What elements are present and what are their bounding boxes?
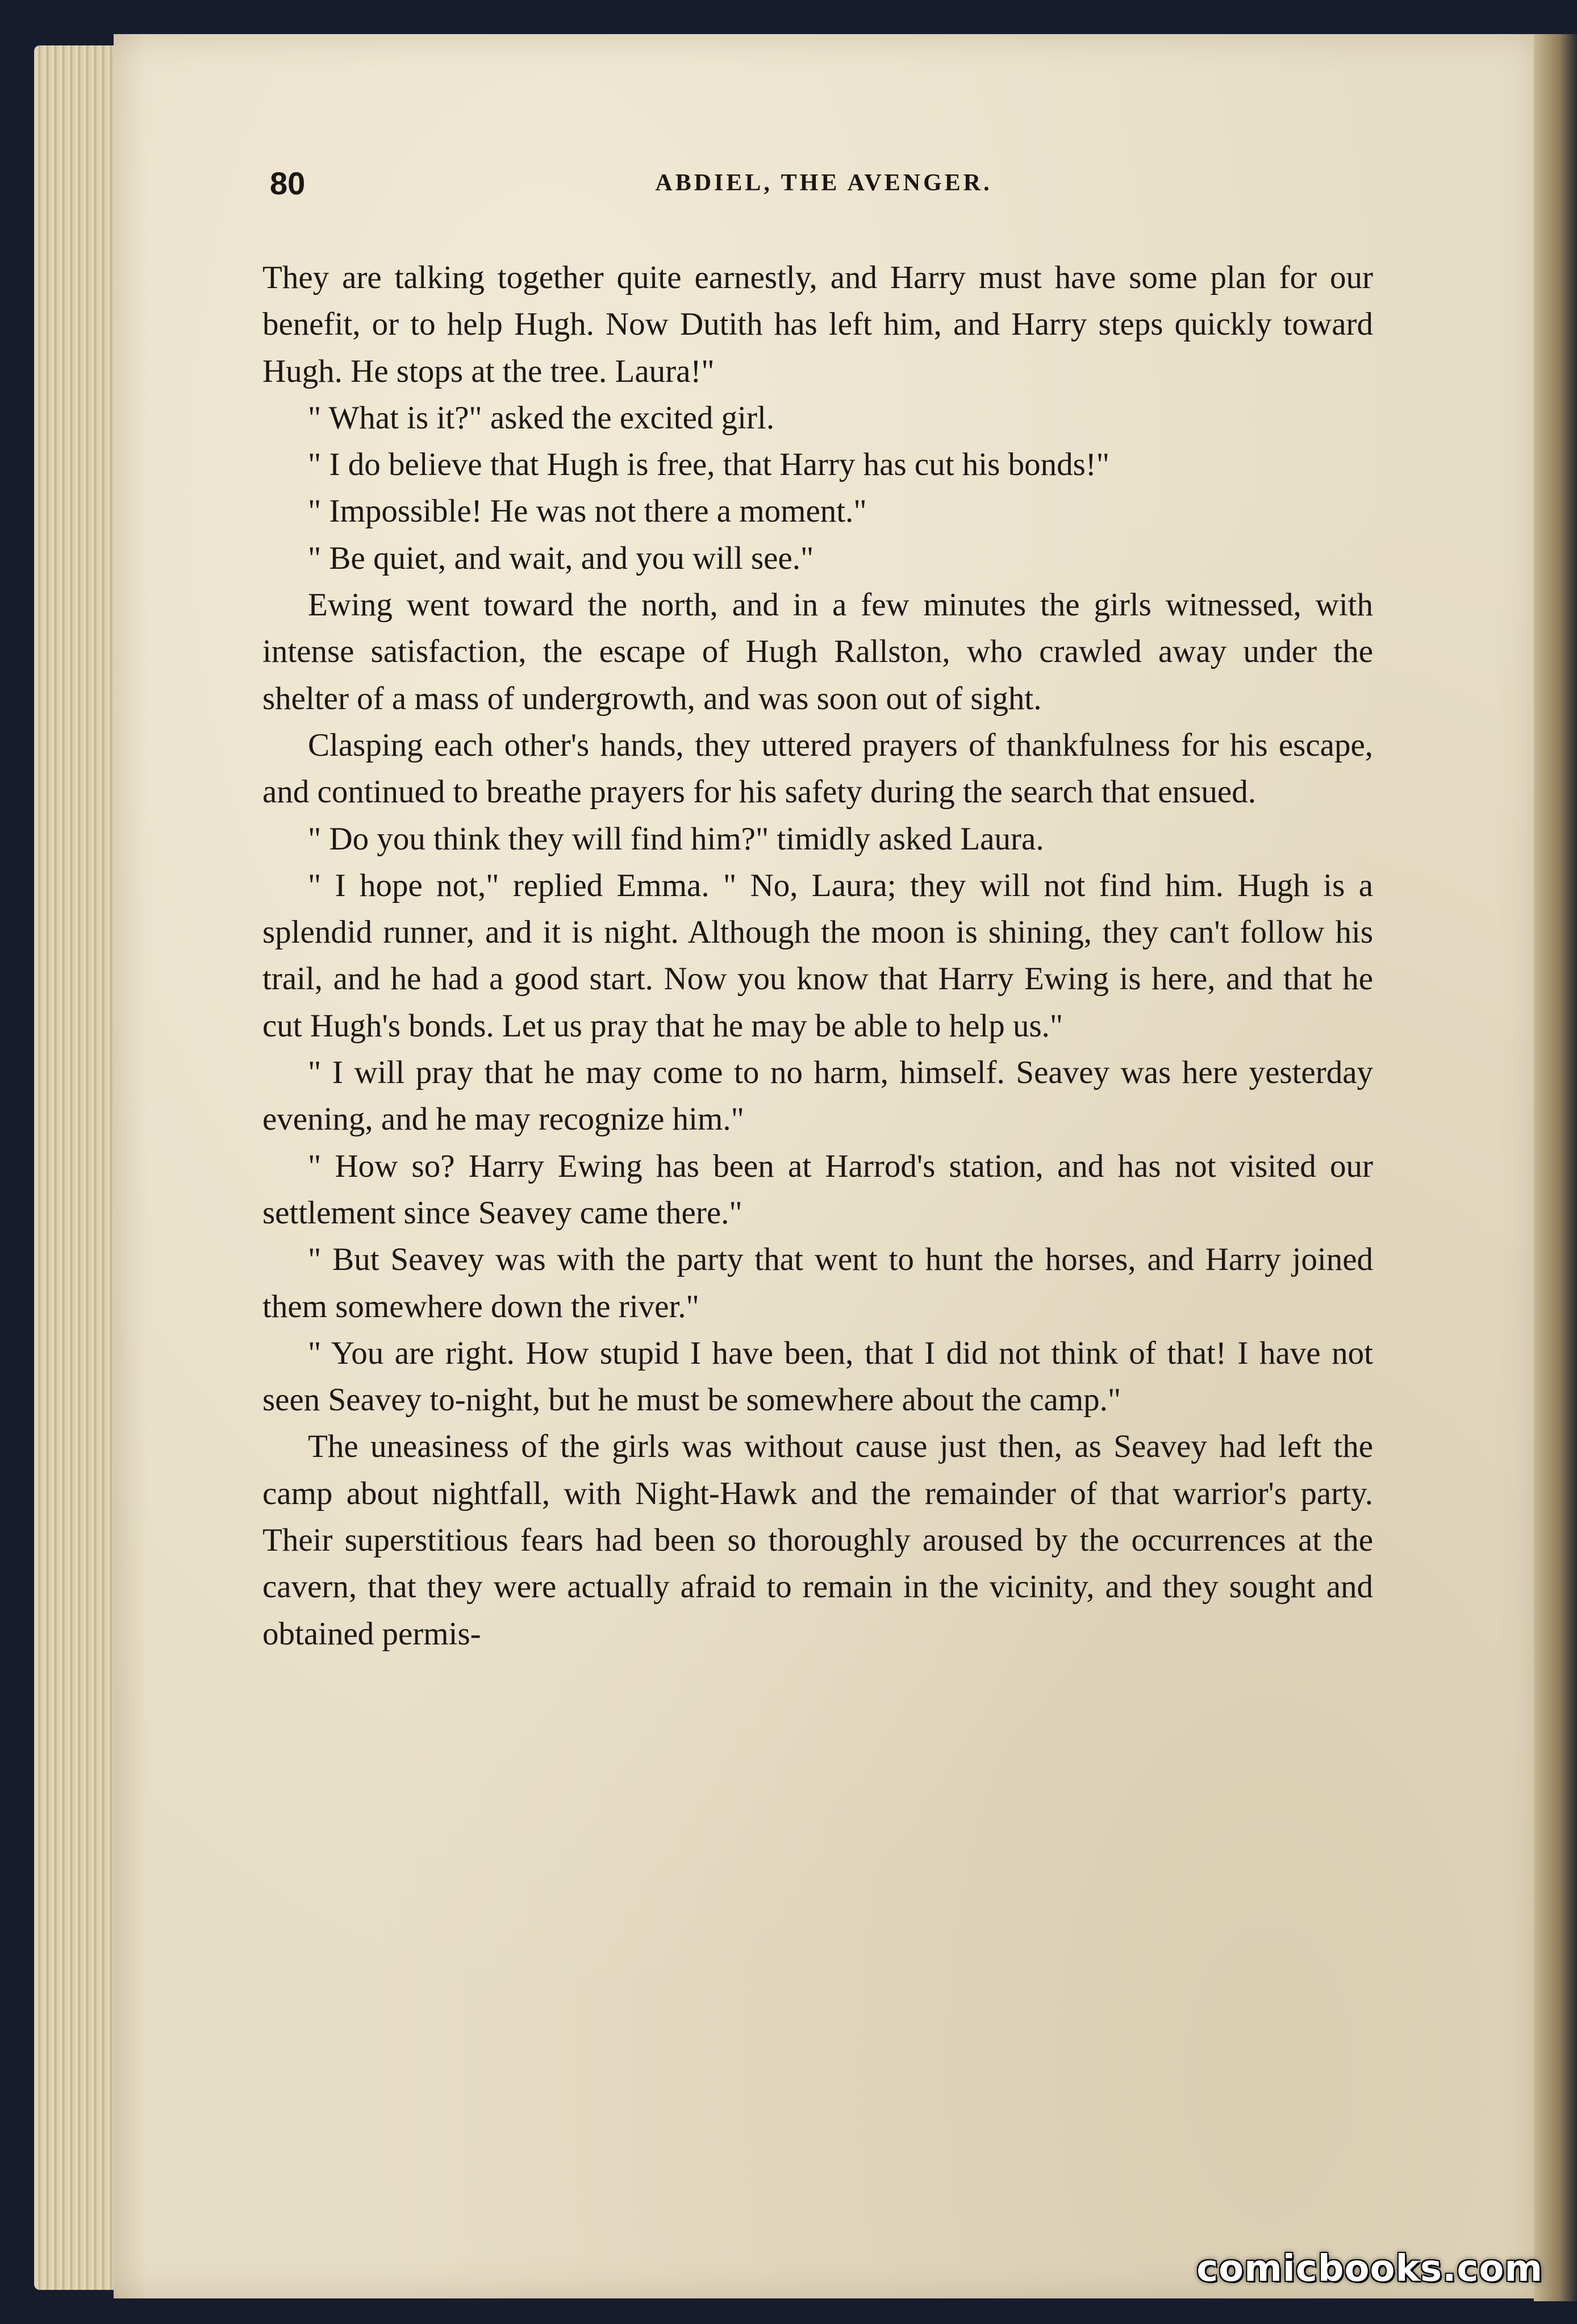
page-gutter-shadow (1534, 34, 1577, 2301)
paragraph: " I do believe that Hugh is free, that Harry has cut his bonds!" (308, 447, 1110, 483)
running-title: ABDIEL, THE AVENGER. (655, 170, 992, 196)
paragraph: " You are right. How stupid I have been, that I did not think of that! I have not seen Seavey to-night, but he must be somewhere about the camp." (262, 1335, 1373, 1418)
page-number: 80 (270, 165, 306, 201)
paragraph: Ewing went toward the north, and in a few minutes the girls witnessed, with intense satisfaction, the escape of Hugh Rallston, who crawled away under the shelter of a mass of undergrowth, and was soon out of sight. (262, 587, 1373, 717)
paragraph: " Be quiet, and wait, and you will see." (308, 540, 814, 576)
site-watermark: comicbooks.com (1196, 2248, 1543, 2290)
page-header (270, 165, 1378, 216)
paragraph: " I hope not," replied Emma. " No, Laura; they will not find him. Hugh is a splendid runner, and it is night. Although the moon is shining, they can't follow his trail, and he had a good start. Now you know that Harry Ewing is here, and that he cut Hugh's bonds. Let us pray that he may be able to help us." (262, 867, 1373, 1044)
paragraph: The uneasiness of the girls was without cause just then, as Seavey had left the camp about nightfall, with Night-Hawk and the remainder of that warrior's party. Their superstitious fears had been so thoroughly aroused by the occurrences at the cavern, that they were actually afraid to remain in the vicinity, and they sought and obtained permis- (262, 1428, 1373, 1652)
paragraph: " Impossible! He was not there a moment." (308, 493, 867, 530)
body-text (262, 255, 1373, 1657)
paragraph: Clasping each other's hands, they uttered prayers of thankfulness for his escape, and continued to breathe prayers for his safety during the search that ensued. (262, 727, 1373, 810)
paragraph: " How so? Harry Ewing has been at Harrod's station, and has not visited our settlement since Seavey came there." (262, 1148, 1373, 1231)
paragraph: " But Seavey was with the party that went to hunt the horses, and Harry joined them somewhere down the river." (262, 1242, 1373, 1325)
paragraph: " What is it?" asked the excited girl. (308, 399, 775, 436)
paragraph: They are talking together quite earnestly, and Harry must have some plan for our benefit, or to help Hugh. Now Dutith has left him, and Harry steps quickly toward Hugh. He stops at the tree. Laura!" (262, 260, 1373, 389)
paragraph: " I will pray that he may come to no harm, himself. Seavey was here yesterday evening, and he may recognize him." (262, 1055, 1373, 1138)
paragraph: " Do you think they will find him?" timidly asked Laura. (308, 821, 1044, 857)
